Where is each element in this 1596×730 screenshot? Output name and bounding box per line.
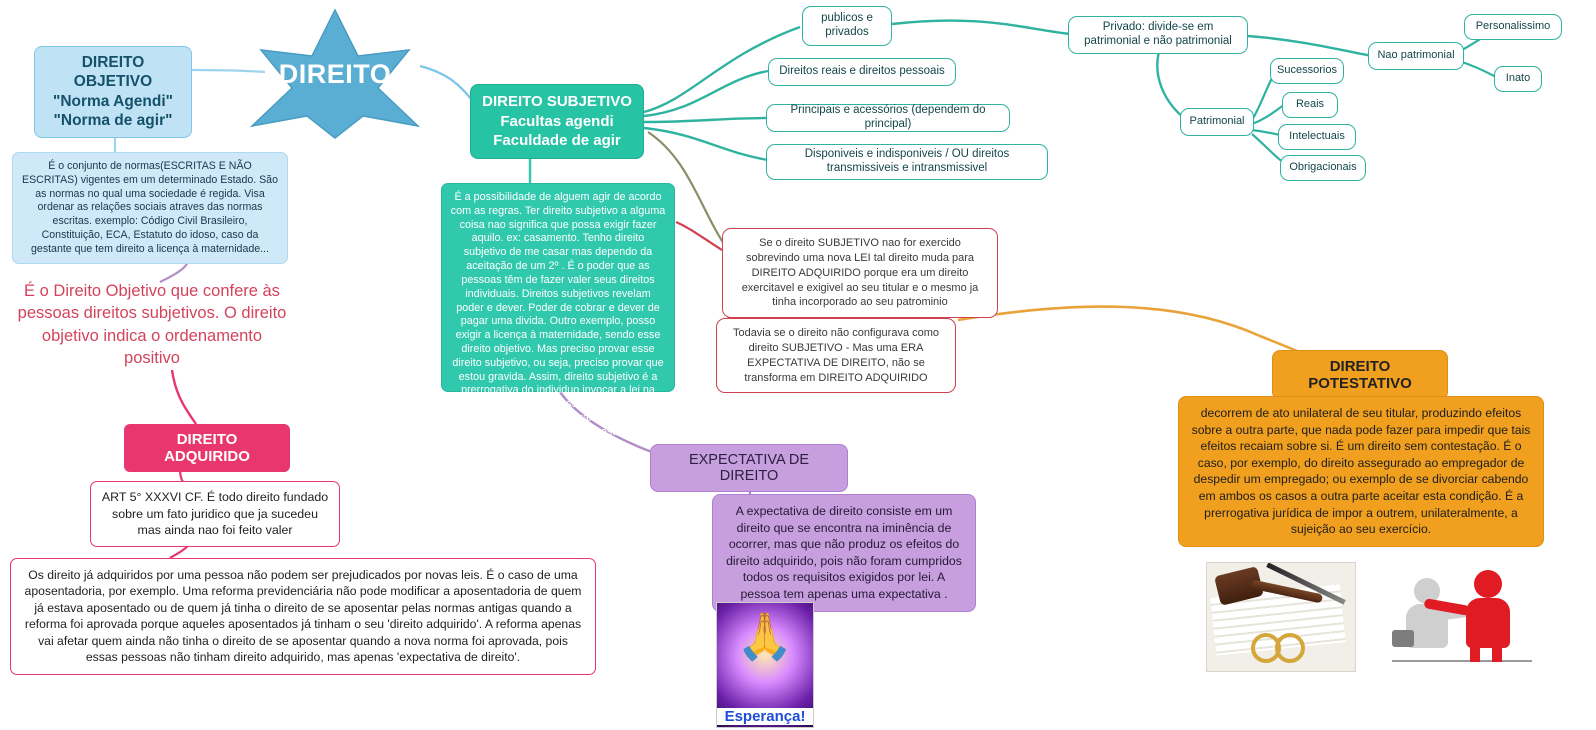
node-sucessorios: Sucessorios xyxy=(1270,58,1344,84)
node-personalissimo: Personalissimo xyxy=(1464,14,1562,40)
node-direito-subjetivo-title xyxy=(470,84,644,159)
node-intelectuais: Intelectuais xyxy=(1278,124,1356,150)
node-adquirido-art5: ART 5° XXXVI CF. É todo direito fundado sobre um fato juridico que ja sucedeu mas ainda nao foi feito valer xyxy=(90,481,340,547)
ring-right-shape xyxy=(1275,633,1305,663)
objetivo-line-2: "Norma Agendi" xyxy=(52,92,174,110)
node-principais-acessorios: Principais e acessórios (dependem do principal) xyxy=(766,104,1010,132)
note-subjetivo-nao-exercido: Se o direito SUBJETIVO nao for exercido sobrevindo uma nova LEI tal direito muda para DIREITO ADQUIRIDO porque era um direito exercitavel e exigivel ao seu titular e o mesmo ja tinha incorporado ao seu patrominio xyxy=(722,228,998,318)
node-potestativo-title: DIREITO POTESTATIVO xyxy=(1272,350,1448,400)
center-node-direito xyxy=(232,6,438,142)
briefcase-shape xyxy=(1392,630,1414,647)
node-direito-adquirido-title: DIREITO ADQUIRIDO xyxy=(124,424,290,472)
node-direito-subjetivo-body: É a possibilidade de alguem agir de acordo com as regras. Ter direito subjetivo a alguma coisa nao significa que possa exigir fazer aquilo. ex: casamento. Tenho direito subjetivo de me casar mas dependo da aceitação de um 2º . É o poder que as pessoas têm de fazer valer seus direitos individuais. Direitos subjetivos revelam poder e dever. Poder de cobrar e dever de pagar uma divida. Outro exemplo, posso exigir a licença à maternidade, sendo esse direito objetivo. Mas preciso provar esse direito subjetivo, ou seja, preciso provar que estou gravida. Assim, direito subjetivo é a prerrogativa do individuo invocar a lei na defesa de seu interesse, ou ainda, os direitos subjetivos encontram proteção na norma, do Direito Objetivo. E este que os garante. xyxy=(441,183,675,392)
node-nao-patrimonial: Nao patrimonial xyxy=(1368,42,1464,70)
subjetivo-line-1: DIREITO SUBJETIVO xyxy=(482,93,632,110)
node-expectativa-title: EXPECTATIVA DE DIREITO xyxy=(650,444,848,492)
floor-line xyxy=(1392,660,1532,662)
red-figure-head xyxy=(1474,570,1502,598)
node-direitos-reais-pessoais: Direitos reais e direitos pessoais xyxy=(768,58,956,86)
node-direito-objetivo-body: É o conjunto de normas(ESCRITAS E NÃO ESCRITAS) vigentes em um determinado Estado. São as normas no qual uma sociedade é regida. Visa ordenar as relações sociais atraves das normas escritas. exemplo: Código Civil Brasileiro, Constituição, ECA, Estatuto do idoso, caso da gestante que tem direito a licença à maternidade... xyxy=(12,152,288,264)
two-figures-image xyxy=(1388,556,1536,676)
node-potestativo-body: decorrem de ato unilateral de seu titular, produzindo efeitos sobre a outra parte, que nada pode fazer para impedir que tais efeitos recaiam sobre si. É um direito sem contestação. É o caso, por exemplo, do direito assegurado ao empregador de despedir um empregado; ou exemplo de se divorciar cabendo em ambos os casos a outra parte aceitar esta condição. É a prerrogativa jurídica de impor a outrem, unilateralmente, a sujeição ao seu exercício. xyxy=(1178,396,1544,547)
node-publicos-privados: publicos e privados xyxy=(802,6,892,46)
objetivo-line-1: DIREITO OBJETIVO xyxy=(73,54,153,91)
subjetivo-line-3: Faculdade de agir xyxy=(493,132,621,149)
node-adquirido-body: Os direito já adquiridos por uma pessoa não podem ser prejudicados por novas leis. É o caso de uma aposentadoria, por exemplo. Uma reforma previdenciária não pode modificar a aposentadoria de quem já estava aposentado ou de quem já tinha o direito de se aposentar pelas normas antigas quando a reforma foi aprovada porque aqueles aposentados já tinham o seu 'direito adquirido'. A reforma apenas vai afetar quem ainda não tinha o direito de se aposentar quando a nova norma foi aprovada, pois essas pessoas não tinham direito adquirido, mas apenas 'expectativa de direito'. xyxy=(10,558,596,675)
node-obrigacionais: Obrigacionais xyxy=(1280,155,1366,181)
node-expectativa-body: A expectativa de direito consiste em um direito que se encontra na iminência de ocorrer, mas que não produz os efeitos do direito adquirido, pois não foram cumpridos todos os requisitos exigidos por lei. A pessoa tem apenas uma expectativa . xyxy=(712,494,976,612)
node-direito-objetivo-title xyxy=(34,46,192,138)
red-figure-leg-left xyxy=(1470,640,1480,662)
node-reais: Reais xyxy=(1282,92,1338,118)
hands-glow-icon: 🙏 xyxy=(736,610,794,662)
esperanca-image xyxy=(716,602,814,728)
objetivo-line-3: "Norma de agir" xyxy=(53,112,173,130)
subjetivo-line-2: Facultas agendi xyxy=(500,112,614,130)
node-privado: Privado: divide-se em patrimonial e não patrimonial xyxy=(1068,16,1248,54)
red-figure-leg-right xyxy=(1492,640,1502,662)
gavel-document-image xyxy=(1206,562,1356,672)
note-direito-objetivo-confere: É o Direito Objetivo que confere às pessoas direitos subjetivos. O direito objetivo indica o ordenamento positivo xyxy=(17,282,287,367)
node-patrimonial: Patrimonial xyxy=(1180,108,1254,136)
center-label: DIREITO xyxy=(278,58,392,89)
node-disponiveis-indisponiveis: Disponiveis e indisponiveis / OU direitos transmissiveis e intransmissivel xyxy=(766,144,1048,180)
node-inato: Inato xyxy=(1494,66,1542,92)
note-expectativa-nao-adquirido: Todavia se o direito não configurava como direito SUBJETIVO - Mas uma ERA EXPECTATIVA DE DIREITO, não se transforma em DIREITO ADQUIRIDO xyxy=(716,318,956,393)
esperanca-caption: Esperança! xyxy=(717,708,813,725)
